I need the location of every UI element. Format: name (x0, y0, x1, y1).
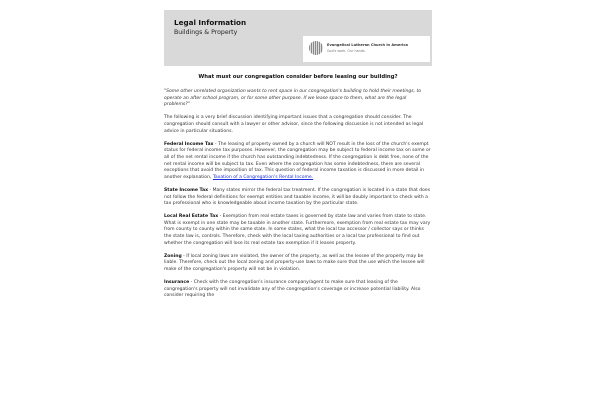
section-text: - If local zoning laws are violated, the owner of the property, as well as the lessee of the property may be liable. Therefore, check out the local zoning and property-use laws to make sure that the use which the lessee will make of the congregation's property will not be in violation. (164, 253, 425, 273)
elca-logo (303, 36, 430, 62)
section-heading: State Income Tax (164, 187, 209, 193)
section-heading: Insurance (164, 280, 190, 286)
page-subtitle: Buildings & Property (174, 29, 238, 36)
section-text: - Many states mirror the federal tax treatment. If the congregation is located in a state that does not follow the federal definitions for exempt entities and taxable income, it will be doubly important to check with a tax professional who is knowledgeable about income taxation by the particular state. (164, 187, 431, 207)
quote-paragraph: "Some other unrelated organization wants to rent space in our congregation's building to hold their meetings, to operate an after school program, or for some other purpose. If we lease space to them, what are the legal problems?" (164, 89, 422, 108)
section-text: - Check with the congregation's insurance company/agent to make sure that leasing of the congregation's property will not invalidate any of the congregation's coverage or increase potential liability. Also consider requiring the (164, 280, 421, 299)
section-text: - The leasing of property owned by a church will NOT result in the loss of the church's exempt status for federal income tax purposes. However, the congregation may be subject to federal income tax on some or all of the net rental income if the church has outstanding indebtedness. If the congregation is debt free, none of the net rental income will be subject to tax. Even where the congregation has some indebtedness, there are several exceptions that avoid the imposition of tax. This question of federal income taxation is discussed in more detail in another explanation, (164, 141, 431, 180)
section-heading: Local Real Estate Tax (164, 214, 219, 220)
header-banner (164, 10, 432, 66)
section-local-real-estate-tax (164, 214, 432, 247)
document-page (164, 10, 432, 307)
section-heading: Federal Income Tax (164, 141, 214, 147)
section-zoning (164, 254, 432, 274)
question-heading: What must our congregation consider before leasing our building? (198, 74, 398, 80)
section-federal-income-tax (164, 142, 432, 182)
article-body (164, 89, 432, 300)
logo-tagline: God's work. Our hands. (327, 49, 366, 53)
section-insurance (164, 280, 432, 300)
section-heading: Zoning (164, 253, 182, 259)
section-state-income-tax (164, 188, 432, 208)
page-title: Legal Information (174, 18, 247, 27)
elca-globe-icon (309, 41, 323, 55)
rental-income-taxation-link[interactable]: Taxation of a Congregation's Rental Income. (212, 174, 314, 180)
section-text: - Exemption from real estate taxes is governed by state law and varies from state to state. What is exempt in one state may be taxable in another state. Furthermore, exemption from real estate tax may vary from county to county within the same state. In some states, what the local tax accessor / collector says or thinks the state law is, controls. Therefore, check with the local taxing authorities or a local tax professional to find out whether the congregation will lose its real estate tax exemption if it leases property. (164, 214, 431, 246)
logo-name: Evangelical Lutheran Church in America (327, 43, 408, 47)
intro-paragraph: The following is a very brief discussion identifying important issues that a congregation should consider. The congregation should consult with a lawyer or other advisor, since the following discussion is not intended as legal advice in particular situations. (164, 115, 424, 134)
